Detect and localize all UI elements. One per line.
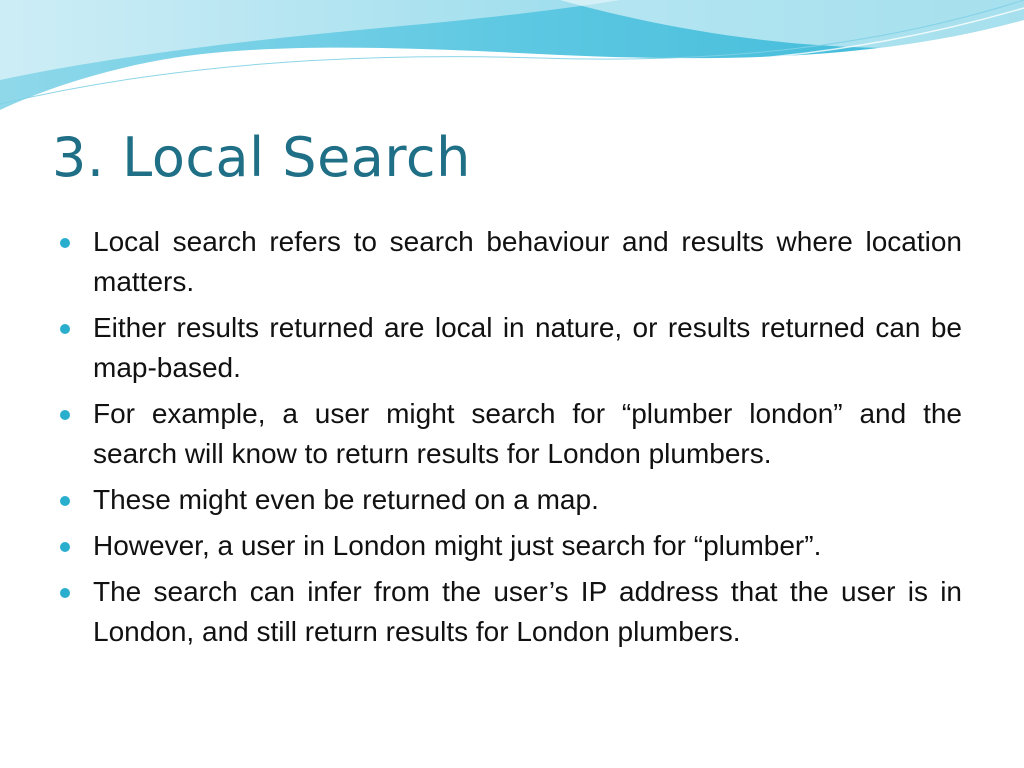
- bullet-text: For example, a user might search for “plumber london” and the search will know to return results for London plumbers.: [93, 398, 962, 469]
- bullet-text: Local search refers to search behaviour and results where location matters.: [93, 226, 962, 297]
- bullet-dot-icon: [60, 238, 70, 248]
- bullet-dot-icon: [60, 324, 70, 334]
- bullet-item: [60, 480, 962, 520]
- bullet-list: [60, 222, 962, 658]
- bullet-item: [60, 222, 962, 302]
- bullet-item: [60, 394, 962, 474]
- bullet-item: [60, 572, 962, 652]
- bullet-text: However, a user in London might just search for “plumber”.: [93, 530, 822, 561]
- bullet-item: [60, 526, 962, 566]
- bullet-dot-icon: [60, 496, 70, 506]
- bullet-dot-icon: [60, 588, 70, 598]
- bullet-text: The search can infer from the user’s IP address that the user is in London, and still return results for London plumbers.: [93, 576, 962, 647]
- bullet-text: Either results returned are local in nature, or results returned can be map-based.: [93, 312, 962, 383]
- bullet-text: These might even be returned on a map.: [93, 484, 599, 515]
- header-wave-decoration: [0, 0, 1024, 120]
- bullet-item: [60, 308, 962, 388]
- bullet-dot-icon: [60, 410, 70, 420]
- slide-title: 3. Local Search: [52, 126, 471, 189]
- bullet-dot-icon: [60, 542, 70, 552]
